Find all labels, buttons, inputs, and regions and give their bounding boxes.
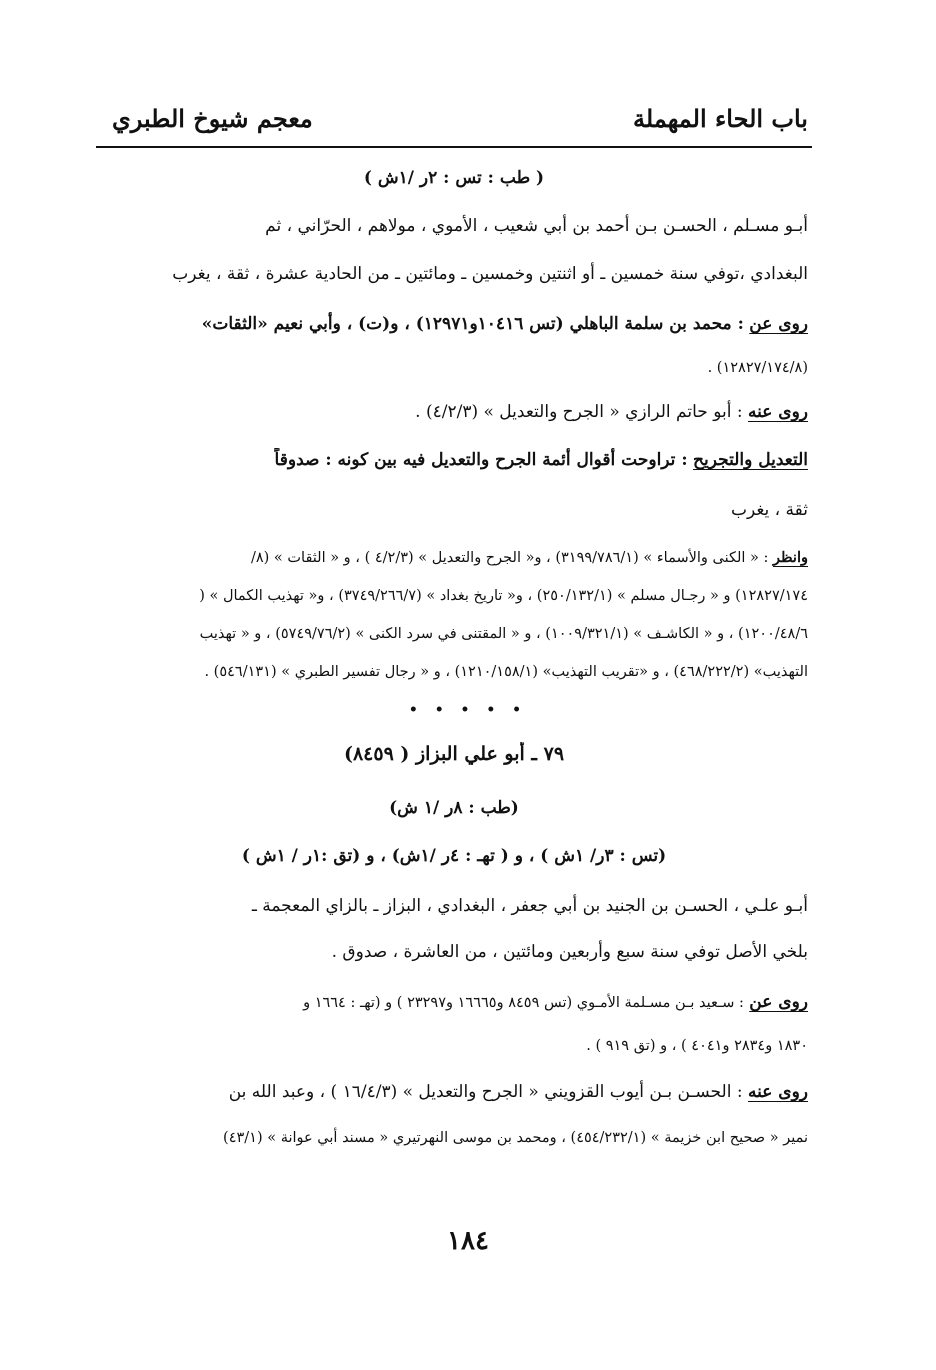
- entry1-narrated-from: [100, 312, 808, 336]
- entry2-bio-line-1: أبـو علـي ، الحسـن بن الجنيد بن أبي جعفر ، البغدادي ، البزاز ـ بالزاي المعجمة ـ: [251, 896, 808, 916]
- page-number: ١٨٤: [447, 1226, 489, 1256]
- entry1-bio-line-2: البغدادي ،توفي سنة خمسين ـ أو اثنتين وخمسين ـ ومائتين ـ من الحادية عشرة ، ثقة ، يغرب: [172, 264, 808, 284]
- entry1-narrated-by: [100, 400, 808, 424]
- grading-label: التعديل والتجريح: [693, 450, 808, 470]
- narrated-by-label-2: روى عنه: [747, 1082, 808, 1102]
- entry2-narrated-from-cont: ١٨٣٠ و٢٨٣٤ و٤٠٤١ ) ، و (تق ٩١٩ ) .: [586, 1038, 808, 1054]
- chapter-title: باب الحاء المهملة: [633, 104, 808, 133]
- narrated-from-label: روى عن: [749, 314, 808, 334]
- narrated-by-text: : أبو حاتم الرازي « الجرح والتعديل » (٤/٢/٣) .: [415, 402, 743, 422]
- entry2-code-1: (طب : ٨ر /١ ش): [389, 798, 519, 818]
- narrated-by-label: روى عنه: [747, 402, 808, 422]
- entry1-see-also-1: [100, 546, 808, 570]
- book-title: معجم شيوخ الطبري: [112, 104, 313, 133]
- entry2-narrated-by-cont: نمير « صحيح ابن خزيمة » (٤٥٤/٢٣٢/١) ، ومحمد بن موسى النهرتيري « مسند أبي عوانة » (٤٣/١): [223, 1130, 808, 1146]
- entry1-see-also-4: التهذيب» (٤٦٨/٢٢٢/٢) ، و «تقريب التهذيب» (١٢١٠/١٥٨/١) ، و « رجال تفسير الطبري » (٥٤٦/١٣١) .: [204, 664, 808, 680]
- entry1-see-also-3: ١٢٠٠/٤٨/٦) ، و « الكاشـف » (١٠٠٩/٣٢١/١) ، و « المقتنى في سرد الكنى » (٥٧٤٩/٧٦/٢) ، و « تهذيب: [199, 626, 808, 642]
- entry2-title: ٧٩ ـ أبو علي البزاز ( ٨٤٥٩): [343, 743, 565, 765]
- entry1-grading: [100, 448, 808, 472]
- narrated-from-text-2: : سـعيد بـن مسـلمة الأمـوي (تس ٨٤٥٩ و١٦٦٦٥ و٢٣٢٩٧ ) و (تهـ : ١٦٦٤ و: [303, 995, 744, 1011]
- entry2-code-2: (تس : ٣ر/ ١ش ) ، و ( تهـ : ٤ر /١ش) ، و (تق :١ر / ١ش ): [241, 846, 667, 866]
- entry2-narrated-by: [100, 1080, 808, 1104]
- see-also-text: : « الكنى والأسماء » (٣١٩٩/٧٨٦/١) ، و« الجرح والتعديل » (٤/٢/٣ ) ، و « الثقات » (٨/: [250, 550, 769, 566]
- narrated-by-text-2: : الحسـن بـن أيوب القزويني « الجرح والتعديل » (١٦/٤/٣ ) ، وعبد الله بن: [228, 1082, 743, 1102]
- grading-text: : تراوحت أقوال أئمة الجرح والتعديل فيه بين كونه : صدوقاً: [274, 450, 688, 470]
- section-separator: • • • • •: [408, 702, 528, 718]
- narrated-from-text: : محمد بن سلمة الباهلي (تس ١٠٤١٦و١٢٩٧١) ، و(ت) ، وأبي نعيم «الثقات»: [201, 314, 744, 334]
- header-rule: [96, 146, 812, 148]
- entry1-narrated-from-cont: (١٢٨٢٧/١٧٤/٨) .: [707, 360, 808, 376]
- narrated-from-label-2: روى عن: [749, 992, 808, 1012]
- entry1-bio-line-1: أبـو مسـلم ، الحسـن بـن أحمد بن أبي شعيب ، الأموي ، مولاهم ، الحرّاني ، ثم: [265, 216, 808, 236]
- entry1-grading-cont: ثقة ، يغرب: [730, 500, 808, 520]
- entry1-see-also-2: ١٢٨٢٧/١٧٤) و « رجـال مسلم » (٢٥٠/١٣٢/١) ، و« تاريخ بغداد » (٣٧٤٩/٢٦٦/٧) ، و« تهذيب الكمال » (: [199, 588, 808, 604]
- entry1-code-line: ( طب : تس : ٢ر /١ش ): [363, 168, 545, 188]
- entry2-bio-line-2: بلخي الأصل توفي سنة سبع وأربعين ومائتين ، من العاشرة ، صدوق .: [331, 942, 808, 962]
- see-also-label: وانظر: [773, 549, 808, 566]
- entry2-narrated-from: [100, 990, 808, 1015]
